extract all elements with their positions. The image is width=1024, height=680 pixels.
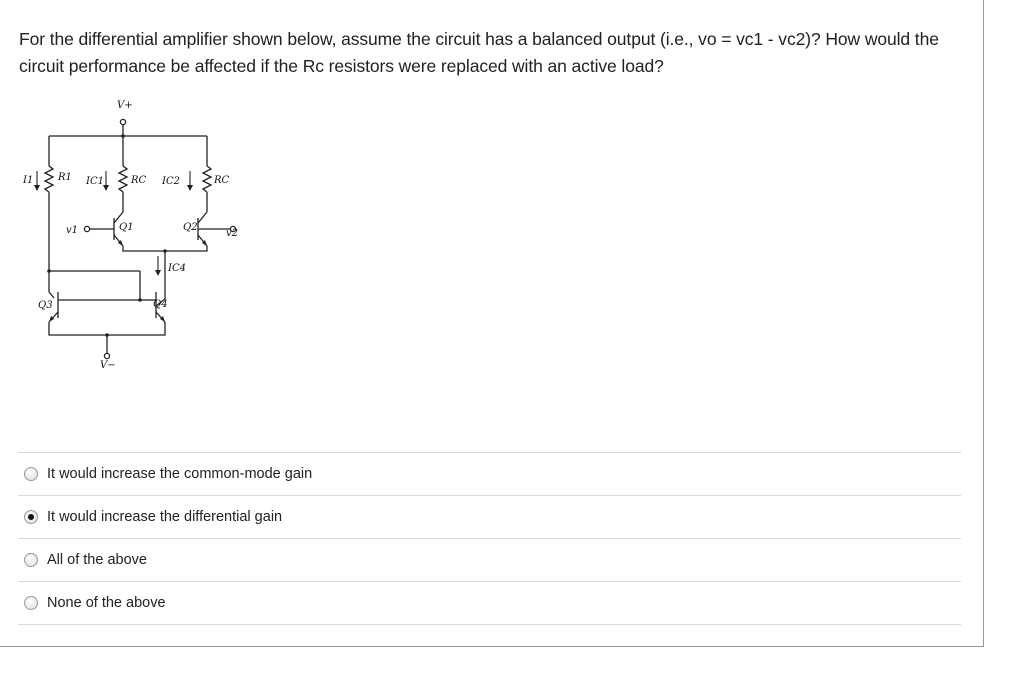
rc-right-label: RC bbox=[214, 175, 230, 186]
q3-label: Q3 bbox=[38, 300, 53, 311]
q4-label: Q4 bbox=[153, 299, 168, 310]
radio-dot bbox=[28, 514, 34, 520]
v1-label: v1 bbox=[66, 225, 79, 236]
radio-button[interactable] bbox=[24, 510, 38, 524]
answer-options bbox=[18, 452, 961, 625]
option-row[interactable] bbox=[18, 452, 961, 495]
rc-left-label: RC bbox=[131, 175, 147, 186]
option-row[interactable] bbox=[18, 538, 961, 581]
q1-label: Q1 bbox=[119, 222, 134, 233]
radio-button[interactable] bbox=[24, 553, 38, 567]
option-label[interactable]: It would increase the differential gain bbox=[47, 509, 283, 525]
i1-label: I1 bbox=[23, 175, 34, 186]
radio-button[interactable] bbox=[24, 467, 38, 481]
option-row[interactable] bbox=[18, 581, 961, 625]
radio-button[interactable] bbox=[24, 596, 38, 610]
ic2-label: IC2 bbox=[162, 176, 180, 187]
differential-amplifier-circuit-diagram bbox=[20, 96, 240, 381]
v2-label: v2 bbox=[226, 228, 239, 239]
option-label[interactable]: It would increase the common-mode gain bbox=[47, 466, 313, 482]
ic1-label: IC1 bbox=[86, 176, 104, 187]
vminus-label: V− bbox=[100, 360, 116, 371]
question-text: For the differential amplifier shown below, assume the circuit has a balanced output (i.e., vo = vc1 - vc2)? How would the circuit performance be affected if the Rc resistors were replaced with an active load? bbox=[19, 29, 939, 76]
option-label[interactable]: None of the above bbox=[47, 595, 166, 611]
vplus-label: V+ bbox=[117, 100, 133, 111]
r1-label: R1 bbox=[58, 172, 72, 183]
option-row[interactable] bbox=[18, 495, 961, 538]
ic4-label: IC4 bbox=[168, 263, 186, 274]
q2-label: Q2 bbox=[183, 222, 198, 233]
option-label[interactable]: All of the above bbox=[47, 552, 147, 568]
